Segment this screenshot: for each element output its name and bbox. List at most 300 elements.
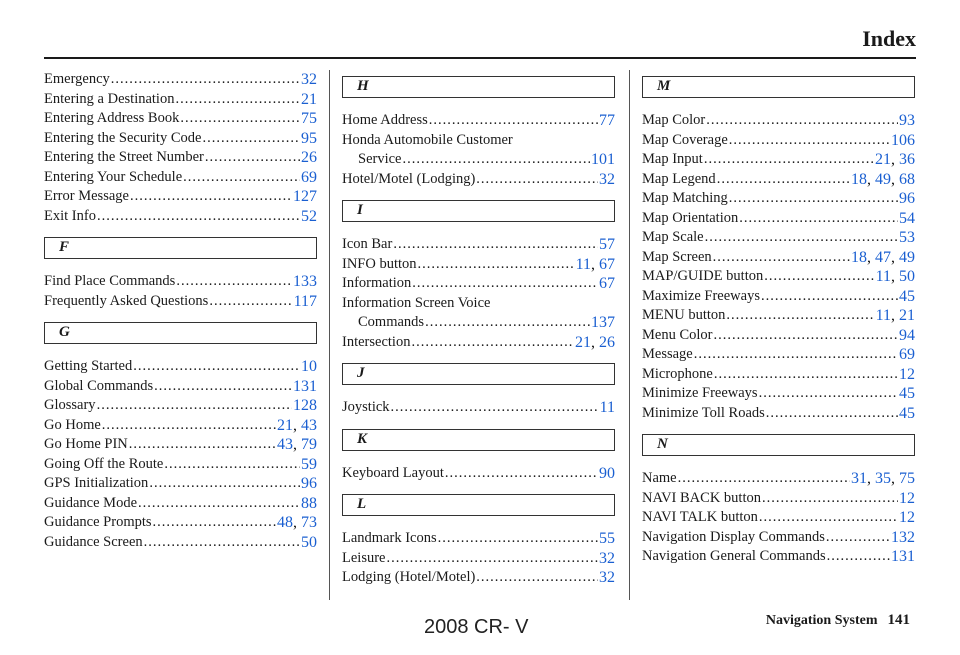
- index-entry: [342, 549, 615, 569]
- index-entry: [642, 384, 915, 404]
- page-link[interactable]: 43: [277, 436, 293, 453]
- page-link[interactable]: 31: [851, 470, 867, 487]
- entry-group-f: [44, 272, 317, 311]
- entry-label: Map Screen: [642, 248, 712, 265]
- entry-group-n: [642, 469, 915, 567]
- letter-header-j: J: [342, 363, 615, 385]
- page-link[interactable]: 18: [851, 248, 867, 266]
- index-entry: [342, 170, 615, 190]
- column-divider: [629, 70, 630, 600]
- dot-leader: [759, 384, 898, 404]
- entry-label: Icon Bar: [342, 236, 393, 252]
- page-link[interactable]: 75: [301, 110, 317, 127]
- entry-label: Intersection: [342, 333, 411, 350]
- dot-leader: [476, 170, 598, 190]
- entry-label: Map Matching: [642, 190, 728, 206]
- page-refs: 31, 35, 75: [851, 470, 915, 487]
- page-link[interactable]: 18: [851, 170, 867, 188]
- index-entry: [642, 547, 915, 567]
- entry-label: Minimize Freeways: [642, 385, 758, 401]
- page-refs: [293, 396, 317, 416]
- page-refs: [899, 489, 915, 509]
- page-refs: [899, 287, 915, 307]
- dot-leader: [476, 568, 598, 588]
- page-refs: [301, 148, 317, 168]
- entry-label: Going Off the Route: [44, 455, 164, 472]
- page-refs: 11, 21: [875, 307, 915, 324]
- index-entry: [642, 131, 915, 151]
- entry-label: Entering Your Schedule: [44, 168, 183, 185]
- entry-label: Map Color: [642, 112, 706, 128]
- entry-label: Frequently Asked Questions: [44, 292, 209, 309]
- entry-label: Message: [642, 346, 693, 362]
- index-entry: [44, 207, 317, 227]
- letter-header-i: I: [342, 200, 615, 222]
- letter-header-f: F: [44, 237, 317, 259]
- page-refs: [891, 528, 915, 548]
- dot-leader: [425, 313, 590, 333]
- index-entry: [642, 267, 915, 287]
- page-link[interactable]: 32: [599, 549, 615, 567]
- page-link[interactable]: 90: [599, 464, 615, 482]
- entry-label: Entering the Street Number: [44, 149, 204, 165]
- index-entry: [642, 469, 915, 489]
- page-refs: [599, 170, 615, 190]
- entry-label: Information Screen Voice: [342, 294, 491, 311]
- page-footer: [766, 612, 910, 629]
- page-link[interactable]: 95: [301, 129, 317, 147]
- entry-group-l: [342, 529, 615, 588]
- page-link[interactable]: 11: [599, 399, 615, 416]
- dot-leader: [445, 464, 598, 484]
- page-link[interactable]: 52: [301, 207, 317, 225]
- page-link[interactable]: 69: [899, 346, 915, 363]
- page-link[interactable]: 132: [891, 528, 915, 546]
- page-refs: [591, 313, 615, 333]
- index-entry: [642, 150, 915, 170]
- page-link[interactable]: 32: [599, 569, 615, 586]
- entry-label: Hotel/Motel (Lodging): [342, 170, 476, 187]
- page-refs: [891, 547, 915, 567]
- dot-leader: [418, 255, 575, 275]
- dot-leader: [739, 209, 898, 229]
- page-refs: [599, 529, 615, 549]
- entry-label: Guidance Mode: [44, 494, 138, 511]
- index-entry: [342, 131, 615, 170]
- letter-header-g: G: [44, 322, 317, 344]
- index-entry: [44, 187, 317, 207]
- index-entry: [642, 365, 915, 385]
- dot-leader: [129, 435, 276, 455]
- index-entry: [342, 398, 615, 418]
- dot-leader: [144, 533, 300, 553]
- index-entry: [44, 513, 317, 533]
- index-entry: [342, 464, 615, 484]
- page-link[interactable]: 35: [875, 470, 891, 487]
- dot-leader: [205, 148, 300, 168]
- page-link[interactable]: 21: [277, 416, 293, 434]
- page-refs: 21, 26: [575, 333, 615, 351]
- dot-leader: [164, 455, 300, 475]
- dot-leader: [714, 365, 898, 385]
- page-link[interactable]: 49: [899, 248, 915, 266]
- index-entry: [44, 272, 317, 292]
- index-entry: [44, 455, 317, 475]
- page-link[interactable]: 50: [899, 268, 915, 285]
- entry-label: Go Home PIN: [44, 436, 128, 452]
- page-refs: 43, 79: [277, 436, 317, 453]
- dot-leader: [764, 267, 874, 287]
- entry-label: Name: [642, 470, 677, 486]
- page-refs: [599, 549, 615, 569]
- index-entry: [44, 533, 317, 553]
- page-refs: [599, 235, 615, 255]
- dot-leader: [138, 494, 300, 514]
- dot-leader: [393, 235, 598, 255]
- letter-header-l: L: [342, 494, 615, 516]
- entry-label: Entering a Destination: [44, 90, 175, 107]
- letter-header-k: K: [342, 429, 615, 451]
- entry-label: Find Place Commands: [44, 273, 176, 289]
- page-link[interactable]: 106: [891, 131, 915, 149]
- page-link[interactable]: 10: [301, 358, 317, 375]
- entry-label: Map Coverage: [642, 131, 728, 148]
- page-link[interactable]: 53: [899, 229, 915, 246]
- index-entry: [642, 189, 915, 209]
- page-refs: [600, 398, 615, 418]
- entry-label: NAVI BACK button: [642, 489, 761, 506]
- index-entry: [642, 326, 915, 346]
- page-link[interactable]: 26: [301, 149, 317, 166]
- index-entry: [342, 274, 615, 294]
- page-refs: [301, 455, 317, 475]
- dot-leader: [761, 287, 898, 307]
- page-refs: [301, 90, 317, 110]
- page-refs: [899, 384, 915, 404]
- letter-header-m: M: [642, 76, 915, 98]
- dot-leader: [713, 248, 850, 268]
- page-link[interactable]: 137: [591, 314, 615, 331]
- page-refs: [899, 189, 915, 209]
- index-entry: [642, 508, 915, 528]
- page-link[interactable]: 96: [899, 190, 915, 207]
- index-entry: [342, 294, 615, 333]
- index-entry: [642, 306, 915, 326]
- page-refs: [301, 474, 317, 494]
- index-entry: [44, 129, 317, 149]
- dot-leader: [713, 326, 898, 346]
- entry-label: Information: [342, 275, 412, 291]
- page-refs: [301, 533, 317, 553]
- entry-label: Menu Color: [642, 326, 713, 343]
- page-refs: [301, 207, 317, 227]
- page-refs: [899, 345, 915, 365]
- page-link[interactable]: 101: [591, 151, 615, 168]
- page-link[interactable]: 77: [599, 112, 615, 129]
- entry-group-i: [342, 235, 615, 352]
- dot-leader: [183, 168, 300, 188]
- page-link[interactable]: 69: [301, 168, 317, 186]
- dot-leader: [729, 131, 890, 151]
- entry-label: MAP/GUIDE button: [642, 268, 764, 284]
- page-link[interactable]: 12: [899, 365, 915, 383]
- page-refs: [294, 292, 317, 312]
- page-link[interactable]: 117: [293, 292, 317, 310]
- page-refs: [293, 272, 317, 292]
- page-link[interactable]: 88: [301, 494, 317, 512]
- page-link[interactable]: 128: [293, 397, 317, 414]
- dot-leader: [411, 333, 574, 353]
- entry-label: Exit Info: [44, 207, 96, 224]
- entry-label: MENU button: [642, 307, 726, 323]
- index-entry: [342, 255, 615, 275]
- page-refs: 21, 43: [277, 416, 317, 434]
- page-refs: [301, 357, 317, 377]
- page-refs: [591, 150, 615, 170]
- index-entry: [342, 235, 615, 255]
- index-entry: [642, 345, 915, 365]
- index-entry: [44, 70, 317, 90]
- index-entry: [642, 404, 915, 424]
- dot-leader: [154, 377, 292, 397]
- page-title: Index: [862, 26, 916, 51]
- entry-label: Keyboard Layout: [342, 464, 444, 481]
- page-link[interactable]: 12: [899, 509, 915, 526]
- dot-leader: [717, 170, 850, 190]
- page-refs: 11, 67: [575, 255, 615, 273]
- page-link[interactable]: 67: [599, 275, 615, 292]
- page-link[interactable]: 26: [599, 333, 615, 351]
- entry-label: Navigation Display Commands: [642, 528, 825, 545]
- page-link[interactable]: 67: [599, 255, 615, 273]
- page-link[interactable]: 32: [301, 71, 317, 88]
- page-refs: [293, 187, 317, 207]
- footer-section: Navigation System: [765, 613, 878, 628]
- page-refs: [599, 464, 615, 484]
- page-refs: [891, 131, 915, 151]
- page-refs: [301, 494, 317, 514]
- index-entry: [642, 287, 915, 307]
- index-entry: [44, 357, 317, 377]
- page-refs: [301, 168, 317, 188]
- entry-group-e: [44, 70, 317, 226]
- page-refs: [899, 228, 915, 248]
- dot-leader: [153, 513, 276, 533]
- dot-leader: [386, 549, 598, 569]
- entry-label: Map Legend: [642, 170, 716, 187]
- index-entry: [642, 170, 915, 190]
- dot-leader: [180, 109, 300, 129]
- page-link[interactable]: 45: [899, 385, 915, 402]
- dot-leader: [402, 150, 590, 170]
- page-refs: [599, 568, 615, 588]
- page-refs: [599, 111, 615, 131]
- page-link[interactable]: 32: [599, 170, 615, 188]
- page-refs: [301, 109, 317, 129]
- page-refs: 18, 49, 68: [851, 170, 915, 188]
- index-entry: [44, 494, 317, 514]
- dot-leader: [202, 129, 300, 149]
- entry-label: Entering Address Book: [44, 110, 180, 126]
- page-link[interactable]: 68: [899, 170, 915, 188]
- page-link[interactable]: 21: [575, 333, 591, 351]
- page-link[interactable]: 11: [575, 255, 591, 273]
- entry-label: Error Message: [44, 188, 129, 204]
- index-entry: [44, 416, 317, 436]
- index-entry: [342, 568, 615, 588]
- page-link[interactable]: 94: [899, 326, 915, 344]
- dot-leader: [704, 150, 874, 170]
- watermark: 2008 CR- V: [424, 616, 529, 638]
- dot-leader: [826, 528, 890, 548]
- page-number: 141: [887, 612, 910, 628]
- dot-leader: [209, 292, 292, 312]
- page-refs: [293, 377, 317, 397]
- page-refs: 11, 50: [875, 268, 915, 285]
- index-entry: [642, 111, 915, 131]
- page-refs: [301, 70, 317, 90]
- entry-label: Map Scale: [642, 229, 704, 245]
- entry-label: INFO button: [342, 255, 417, 272]
- index-column-3: [642, 70, 915, 567]
- dot-leader: [149, 474, 300, 494]
- dot-leader: [705, 228, 898, 248]
- dot-leader: [729, 189, 898, 209]
- entry-label: Landmark Icons: [342, 530, 437, 546]
- entry-label-continued: Service: [358, 151, 402, 167]
- page-refs: [899, 326, 915, 346]
- page-link[interactable]: 55: [599, 530, 615, 547]
- entry-label: Microphone: [642, 365, 713, 382]
- entry-label: Entering the Security Code: [44, 129, 202, 146]
- page-link[interactable]: 96: [301, 475, 317, 492]
- entry-group-g: [44, 357, 317, 552]
- dot-leader: [111, 70, 300, 90]
- entry-label: Guidance Screen: [44, 533, 143, 550]
- index-entry: [44, 148, 317, 168]
- entry-label: Minimize Toll Roads: [642, 404, 765, 421]
- dot-leader: [438, 529, 598, 549]
- page-link[interactable]: 93: [899, 112, 915, 129]
- page-link[interactable]: 79: [301, 436, 317, 453]
- index-entry: [44, 435, 317, 455]
- page-link[interactable]: 131: [293, 377, 317, 395]
- page-link[interactable]: 75: [899, 470, 915, 487]
- page-link[interactable]: 133: [293, 273, 317, 290]
- index-entry: [342, 333, 615, 353]
- dot-leader: [97, 396, 292, 416]
- entry-label: Leisure: [342, 549, 386, 566]
- index-column-1: [44, 70, 317, 552]
- entry-label: GPS Initialization: [44, 475, 149, 491]
- page-refs: [899, 508, 915, 528]
- page-refs: [899, 404, 915, 424]
- dot-leader: [759, 508, 898, 528]
- dot-leader: [726, 306, 874, 326]
- page-link[interactable]: 73: [301, 514, 317, 531]
- page-link[interactable]: 54: [899, 209, 915, 227]
- index-entry: [342, 111, 615, 131]
- index-entry: [44, 377, 317, 397]
- index-entry: [44, 474, 317, 494]
- dot-leader: [766, 404, 898, 424]
- dot-leader: [706, 111, 898, 131]
- page-link[interactable]: 12: [899, 489, 915, 507]
- index-entry: [642, 528, 915, 548]
- page-link[interactable]: 21: [301, 90, 317, 108]
- dot-leader: [175, 90, 300, 110]
- page-link[interactable]: 43: [301, 416, 317, 434]
- page-link[interactable]: 11: [875, 268, 891, 285]
- page-refs: 18, 47, 49: [851, 248, 915, 266]
- page-link[interactable]: 36: [899, 151, 915, 168]
- page-refs: 48, 73: [277, 514, 317, 531]
- page-link[interactable]: 21: [875, 151, 891, 168]
- dot-leader: [429, 111, 598, 131]
- dot-leader: [678, 469, 850, 489]
- page-link[interactable]: 47: [875, 248, 891, 266]
- entry-label: Lodging (Hotel/Motel): [342, 569, 476, 585]
- entry-label: Map Orientation: [642, 209, 739, 226]
- page-link[interactable]: 59: [301, 455, 317, 473]
- entry-label: Home Address: [342, 112, 428, 128]
- index-entry: [642, 489, 915, 509]
- dot-leader: [412, 274, 598, 294]
- page-link[interactable]: 21: [899, 307, 915, 324]
- page-link[interactable]: 45: [899, 287, 915, 305]
- page-link[interactable]: 48: [277, 514, 293, 531]
- dot-leader: [391, 398, 599, 418]
- page-link[interactable]: 45: [899, 404, 915, 422]
- dot-leader: [102, 416, 276, 436]
- page-link[interactable]: 127: [293, 188, 317, 205]
- letter-header-h: H: [342, 76, 615, 98]
- entry-label: Global Commands: [44, 377, 154, 394]
- entry-label: Guidance Prompts: [44, 514, 152, 530]
- page-link[interactable]: 50: [301, 533, 317, 551]
- page-link[interactable]: 57: [599, 236, 615, 253]
- entry-label: Map Input: [642, 151, 703, 167]
- page-link[interactable]: 131: [891, 548, 915, 565]
- entry-label: Joystick: [342, 399, 390, 415]
- entry-label: Maximize Freeways: [642, 287, 760, 304]
- entry-label-continued: Commands: [358, 314, 425, 330]
- index-entry: [642, 228, 915, 248]
- index-entry: [44, 90, 317, 110]
- page-refs: 21, 36: [875, 151, 915, 168]
- page-refs: [301, 129, 317, 149]
- dot-leader: [130, 187, 292, 207]
- page-refs: [899, 365, 915, 385]
- entry-label: Navigation General Commands: [642, 548, 826, 564]
- page-link[interactable]: 49: [875, 170, 891, 188]
- dot-leader: [694, 345, 898, 365]
- page-refs: [899, 111, 915, 131]
- page-link[interactable]: 11: [875, 307, 891, 324]
- title-rule: [44, 57, 916, 59]
- index-entry: [44, 396, 317, 416]
- index-entry: [44, 168, 317, 188]
- entry-group-j: [342, 398, 615, 418]
- entry-label: Honda Automobile Customer: [342, 131, 513, 148]
- entry-group-h: [342, 111, 615, 189]
- index-entry: [44, 292, 317, 312]
- index-entry: [342, 529, 615, 549]
- dot-leader: [133, 357, 300, 377]
- page-refs: [899, 209, 915, 229]
- index-entry: [642, 248, 915, 268]
- index-entry: [642, 209, 915, 229]
